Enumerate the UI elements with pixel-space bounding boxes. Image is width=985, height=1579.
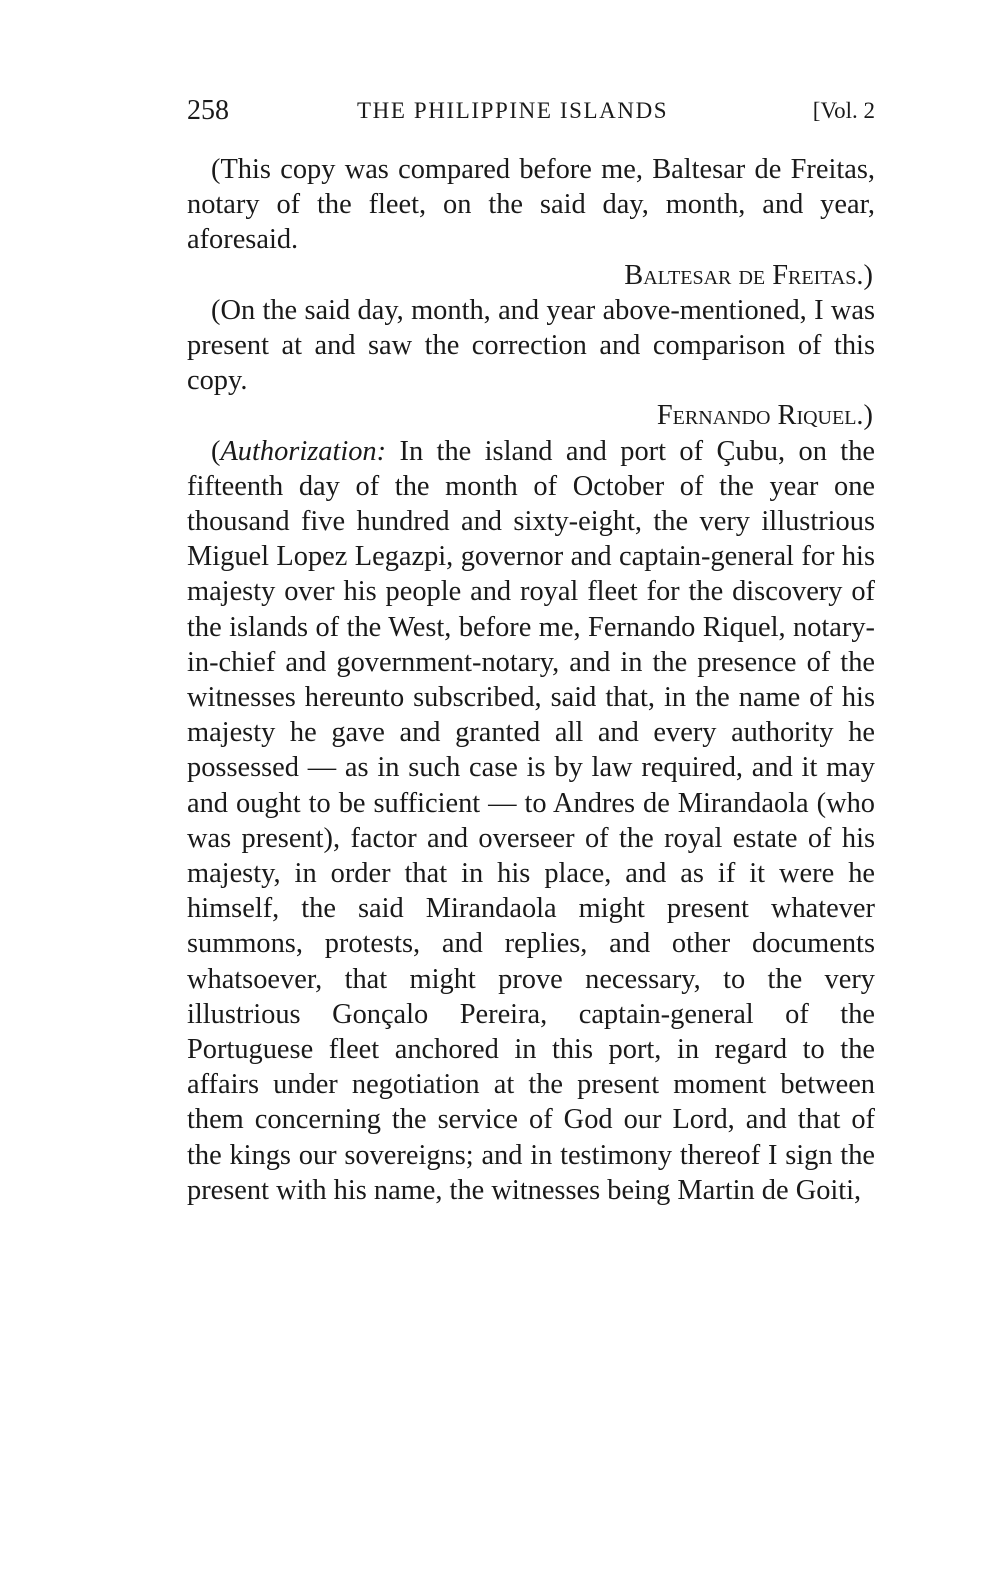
paragraph-copy-compared — [187, 152, 875, 258]
body-text — [187, 152, 875, 1208]
paragraph-authorization — [187, 434, 875, 1208]
signature-close: ) — [863, 259, 873, 291]
authorization-heading: Authorization: — [220, 435, 387, 467]
paragraph-text: (On the said day, month, and year above-mentioned, I was present at and saw the correction and comparison of this copy. — [187, 294, 875, 397]
paragraph-correction — [187, 293, 875, 399]
paragraph-text: (This copy was compared before me, Baltesar de Freitas, notary of the fleet, on the said day, month, and year, aforesaid. — [187, 154, 875, 256]
page-number: 258 — [187, 95, 229, 126]
open-paren: ( — [211, 435, 221, 467]
running-title: THE PHILIPPINE ISLANDS — [357, 98, 669, 123]
signature-name: Fernando Riquel. — [656, 400, 864, 432]
signature-name: Baltesar de Freitas. — [624, 259, 864, 291]
signature-close: ) — [863, 400, 873, 432]
paragraph-text: In the island and port of Çubu, on the fifteenth day of the month of October of the year one thousand five hundred and sixty-eight, the very illustrious Miguel Lopez Legazpi, governor and captain-general for his majesty over his people and royal fleet for the discovery of the islands of the West, before me, Fernando Riquel, notary-in-chief and government-notary, and in the presence of the witnesses hereunto subscribed, said that, in the name of his majesty he gave and granted all and every authority he possessed — as in such case is by law required, and it may and ought to be sufficient — to Andres de Mirandaola (who was present), factor and overseer of the royal estate of his majesty, in order that in his place, and as if it were he himself, the said Mirandaola might present whatever summons, protests, and replies, and other documents whatsoever, that might prove necessary, to the very illustrious Gonçalo Pereira, captain-general of the Portuguese fleet anchored in this port, in regard to the affairs under negotiation at the present moment between them concerning the service of God our Lord, and that of the kings our sovereigns; and in testimony thereof I sign the present with his name, the witnesses being Martin de Goiti, — [187, 435, 875, 1206]
volume-label: [Vol. 2 — [812, 98, 875, 123]
running-head — [187, 94, 875, 128]
signature-freitas — [187, 258, 875, 293]
signature-riquel — [187, 398, 875, 433]
